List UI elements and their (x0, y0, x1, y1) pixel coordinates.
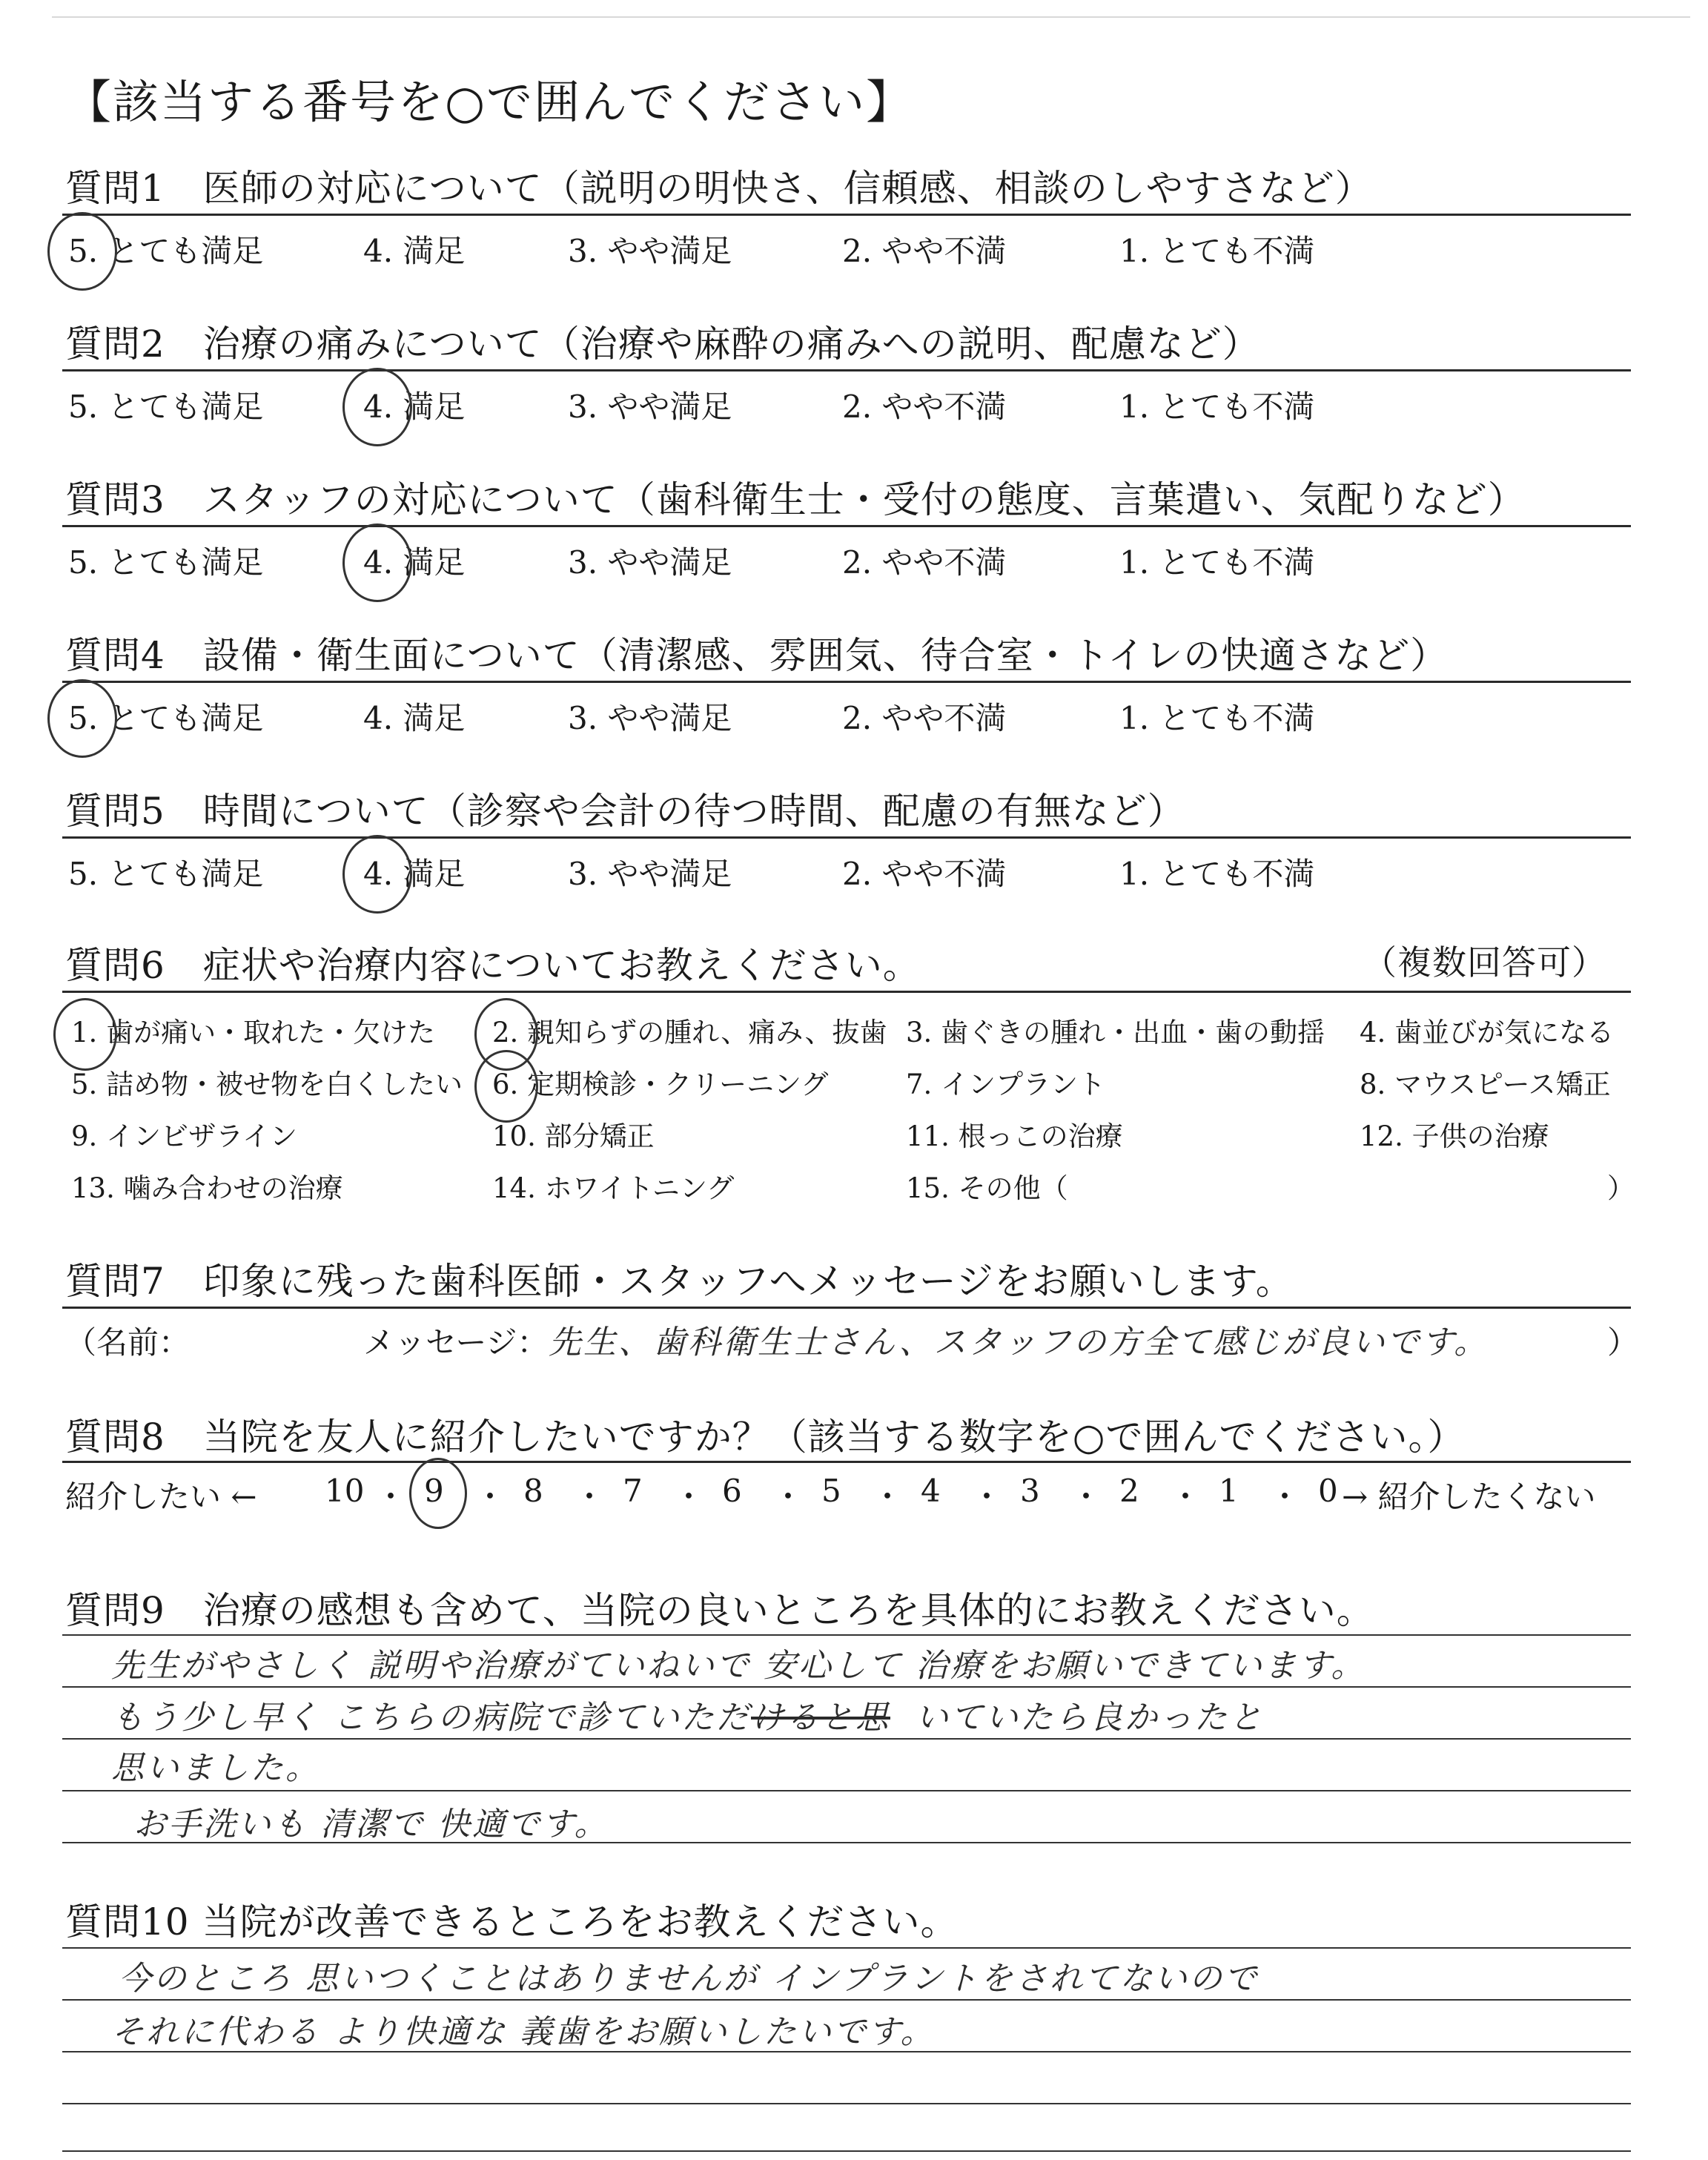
q5-option-3[interactable]: 3. やや満足 (568, 856, 732, 892)
q8-separator: ・ (971, 1479, 1003, 1515)
q1-option-1[interactable]: 1. とても不満 (1119, 233, 1315, 269)
q3-option-5[interactable]: 5. とても満足 (68, 544, 264, 581)
q2-title: 質問2 治療の痛みについて（治療や麻酔の痛みへの説明、配慮など） (65, 323, 1260, 366)
selection-circle (342, 835, 412, 914)
q4-rule (62, 681, 1631, 683)
q8-separator: ・ (872, 1479, 904, 1515)
q1-option-3[interactable]: 3. やや満足 (568, 233, 732, 269)
q9-line (62, 1790, 1631, 1791)
q6-option-2[interactable]: 2. 親知らずの腫れ、痛み、抜歯 (492, 1017, 887, 1048)
q6-option-13[interactable]: 13. 噛み合わせの治療 (71, 1172, 343, 1204)
q10-line (62, 1999, 1631, 2001)
q1-option-4[interactable]: 4. 満足 (363, 233, 466, 269)
q9-line (62, 1634, 1631, 1636)
selection-circle (474, 1050, 538, 1123)
q8-value-8[interactable]: 8 (523, 1473, 543, 1509)
selection-circle (342, 524, 412, 602)
q9-handwriting-line-3: 思いました。 (111, 1749, 320, 1787)
q6-note: （複数回答可） (1363, 942, 1606, 982)
q8-value-7[interactable]: 7 (623, 1473, 643, 1509)
q1-option-5[interactable]: 5. とても満足 (68, 233, 264, 269)
q2-option-2[interactable]: 2. やや不満 (842, 389, 1007, 425)
q2-rule (62, 369, 1631, 371)
q9-line2-struck: けると思 (751, 1699, 890, 1737)
q5-option-2[interactable]: 2. やや不満 (842, 856, 1007, 892)
q8-value-3[interactable]: 3 (1020, 1473, 1040, 1509)
q6-option-1[interactable]: 1. 歯が痛い・取れた・欠けた (71, 1017, 436, 1048)
q8-value-1[interactable]: 1 (1219, 1473, 1239, 1509)
q8-title: 質問8 当院を友人に紹介したいですか？（該当する数字を○で囲んでください。） (65, 1416, 1466, 1459)
selection-circle (409, 1458, 467, 1529)
q5-rule (62, 836, 1631, 839)
q8-rule (62, 1461, 1631, 1463)
q6-option-10[interactable]: 10. 部分矯正 (492, 1120, 655, 1152)
q6-option-4[interactable]: 4. 歯並びが気になる (1360, 1017, 1615, 1048)
q6-title: 質問6 症状や治療内容についてお教えください。 (65, 944, 921, 987)
q6-option-3[interactable]: 3. 歯ぐきの腫れ・出血・歯の動揺 (906, 1017, 1325, 1048)
q8-value-6[interactable]: 6 (722, 1473, 742, 1509)
q5-option-1[interactable]: 1. とても不満 (1119, 856, 1315, 892)
q7-name-label: （名前： (65, 1324, 191, 1361)
q8-separator: ・ (375, 1479, 407, 1515)
q2-option-5[interactable]: 5. とても満足 (68, 389, 264, 425)
q3-option-3[interactable]: 3. やや満足 (568, 544, 732, 581)
q3-option-4[interactable]: 4. 満足 (363, 544, 466, 581)
q6-option-16[interactable]: ） (1607, 1172, 1635, 1204)
q6-option-7[interactable]: 7. インプラント (906, 1069, 1106, 1100)
q10-line (62, 2103, 1631, 2104)
selection-circle (342, 368, 412, 446)
q7-title: 質問7 印象に残った歯科医師・スタッフへメッセージをお願いします。 (65, 1260, 1294, 1303)
q8-separator: ・ (673, 1479, 705, 1515)
q4-option-5[interactable]: 5. とても満足 (68, 700, 264, 736)
q9-handwriting-line-2 (111, 1691, 1264, 1738)
q4-title: 質問4 設備・衛生面について（清潔感、雰囲気、待合室・トイレの快適さなど） (65, 634, 1449, 677)
q10-line (62, 2150, 1631, 2152)
q10-title: 質問10 当院が改善できるところをお教えください。 (65, 1900, 959, 1943)
selection-circle (47, 212, 117, 291)
q4-option-1[interactable]: 1. とても不満 (1119, 700, 1315, 736)
q8-separator: ・ (772, 1479, 804, 1515)
q4-option-4[interactable]: 4. 満足 (363, 700, 466, 736)
q6-option-11[interactable]: 11. 根っこの治療 (906, 1120, 1123, 1152)
q6-rule (62, 991, 1631, 993)
q10-line (62, 1947, 1631, 1949)
q7-message-handwriting: 先生、歯科衛生士さん、スタッフの方全て感じが良いです。 (549, 1324, 1489, 1361)
q3-option-2[interactable]: 2. やや不満 (842, 544, 1007, 581)
q9-handwriting-line-4: お手洗いも 清潔で 快適です。 (133, 1806, 609, 1843)
q8-value-9[interactable]: 9 (424, 1473, 444, 1509)
q7-close-paren: ） (1607, 1324, 1639, 1361)
q8-separator: ・ (1170, 1479, 1202, 1515)
q8-separator: ・ (574, 1479, 606, 1515)
selection-circle (53, 998, 117, 1071)
q8-value-0[interactable]: 0 (1318, 1473, 1338, 1509)
q8-left-label: 紹介したい ← (65, 1479, 257, 1515)
q6-option-8[interactable]: 8. マウスピース矯正 (1360, 1069, 1611, 1100)
q1-title: 質問1 医師の対応について（説明の明快さ、信頼感、相談のしやすさなど） (65, 167, 1373, 210)
q9-title: 質問9 治療の感想も含めて、当院の良いところを具体的にお教えください。 (65, 1589, 1374, 1632)
q4-option-3[interactable]: 3. やや満足 (568, 700, 732, 736)
q8-value-4[interactable]: 4 (921, 1473, 941, 1509)
page-header: 【該当する番号を○で囲んでください】 (65, 75, 914, 129)
q6-option-15[interactable]: 15. その他（ (906, 1172, 1068, 1204)
q9-line2-tail: いていたら良かったと (915, 1699, 1264, 1737)
q8-separator: ・ (474, 1479, 506, 1515)
q6-option-12[interactable]: 12. 子供の治療 (1360, 1120, 1549, 1152)
q9-handwriting-line-1: 先生がやさしく 説明や治療がていねいで 安心して 治療をお願いできています。 (111, 1647, 1366, 1685)
q8-right-label: → 紹介したくない (1342, 1479, 1596, 1515)
q6-option-5[interactable]: 5. 詰め物・被せ物を白くしたい (71, 1069, 463, 1100)
q6-option-6[interactable]: 6. 定期検診・クリーニング (492, 1069, 829, 1100)
q3-rule (62, 525, 1631, 527)
q9-line (62, 1738, 1631, 1740)
q8-value-5[interactable]: 5 (821, 1473, 841, 1509)
q10-handwriting-line-1: 今のところ 思いつくことはありませんが インプラントをされてないので (119, 1960, 1259, 1998)
q5-option-5[interactable]: 5. とても満足 (68, 856, 264, 892)
q8-separator: ・ (1070, 1479, 1102, 1515)
q7-message-label: メッセージ： (363, 1324, 549, 1361)
q8-separator: ・ (1269, 1479, 1301, 1515)
q9-line2-text: もう少し早く こちらの病院で診ていただ (111, 1699, 751, 1737)
q9-line (62, 1686, 1631, 1688)
q1-rule (62, 214, 1631, 216)
q2-option-3[interactable]: 3. やや満足 (568, 389, 732, 425)
q5-title: 質問5 時間について（診察や会計の待つ時間、配慮の有無など） (65, 790, 1185, 833)
q2-option-1[interactable]: 1. とても不満 (1119, 389, 1315, 425)
q1-option-2[interactable]: 2. やや不満 (842, 233, 1007, 269)
top-border (52, 16, 1690, 18)
selection-circle (47, 679, 117, 758)
q4-option-2[interactable]: 2. やや不満 (842, 700, 1007, 736)
q8-value-2[interactable]: 2 (1119, 1473, 1139, 1509)
q6-option-14[interactable]: 14. ホワイトニング (492, 1172, 735, 1204)
q8-value-10[interactable]: 10 (325, 1473, 365, 1509)
q3-title: 質問3 スタッフの対応について（歯科衛生士・受付の態度、言葉遣い、気配りなど） (65, 478, 1526, 521)
q7-rule (62, 1307, 1631, 1309)
q5-option-4[interactable]: 4. 満足 (363, 856, 466, 892)
q10-handwriting-line-2: それに代わる より快適な 義歯をお願いしたいです。 (111, 2013, 936, 2051)
q3-option-1[interactable]: 1. とても不満 (1119, 544, 1315, 581)
q2-option-4[interactable]: 4. 満足 (363, 389, 466, 425)
q6-option-9[interactable]: 9. インビザライン (71, 1120, 297, 1152)
